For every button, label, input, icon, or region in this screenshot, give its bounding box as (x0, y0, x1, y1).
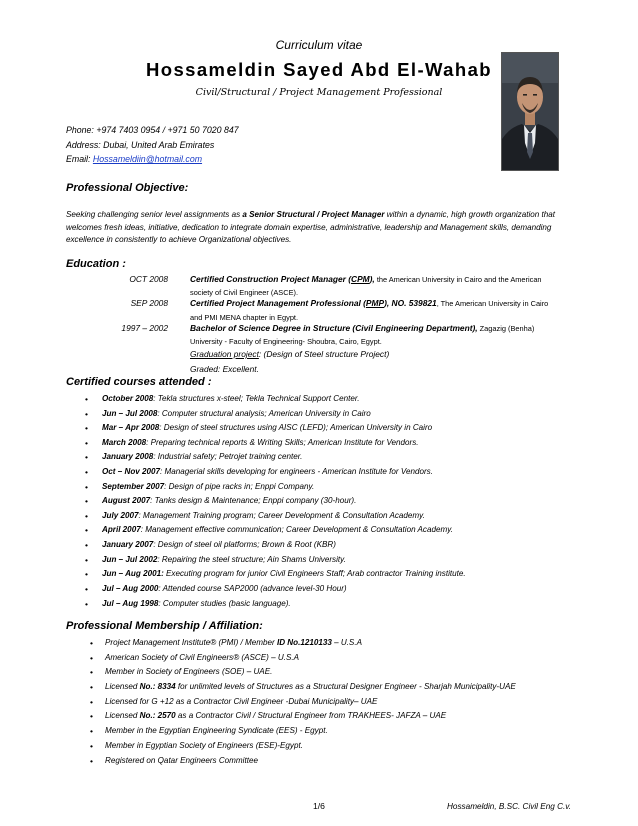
graduation-grade: Graded: Excellent. (190, 364, 259, 374)
course-date: January 2007 (102, 540, 154, 550)
education-institution: , The American University in Cairo (436, 299, 549, 308)
education-heading: Education : (66, 258, 126, 270)
education-institution: the American University in Cairo and the American (374, 275, 542, 284)
list-item (82, 421, 466, 436)
membership-text: American Society of Civil Engineers® (ASCE) – U.S.A (105, 652, 299, 662)
objective-heading: Professional Objective: (66, 182, 189, 194)
objective-text (66, 209, 576, 247)
education-entry (190, 297, 578, 311)
contact-email-row (66, 154, 202, 164)
membership-text: Member in Egyptian Society of Engineers (ESE)-Egypt. (105, 740, 303, 750)
list-item (82, 509, 466, 524)
education-institution-line2: society of Civil Engineer (ASCE). (190, 288, 299, 297)
course-date: Mar – Apr 2008 (102, 423, 160, 433)
candidate-name: Hossameldin Sayed Abd El-Wahab (146, 59, 492, 80)
course-date: October 2008 (102, 394, 154, 403)
course-date: July 2007 (102, 510, 139, 520)
membership-text: Project Management Institute® (PMI) / Member (105, 638, 277, 647)
course-text: Executing program for junior Civil Engineers Staff; Arab contractor Training institute. (163, 569, 466, 579)
course-date: April 2007 (102, 525, 141, 535)
list-item (88, 754, 516, 769)
course-text: : Computer structural analysis; American University in Cairo (157, 408, 371, 418)
document-label: Curriculum vitae (275, 38, 363, 52)
education-title: Certified Project Management Professional ( (190, 298, 366, 308)
membership-text: Licensed for G +12 as a Contractor Civil Engineer -Dubai Municipality– UAE (105, 696, 378, 706)
education-institution-line2: and PMI MENA chapter in Egypt. (190, 313, 299, 322)
contact-phone: Phone: +974 7403 0954 / +971 50 7020 847 (66, 125, 239, 135)
education-date: SEP 2008 (130, 298, 168, 308)
membership-text: Member in the Egyptian Engineering Syndicate (EES) - Egypt. (105, 726, 328, 736)
list-item (88, 695, 516, 710)
objective-text-post: within a dynamic, high growth organization that welcomes fresh ideas, initiative, dedication to integrate domain expertise, administrative, leadership and Management skills, demanding excellence in consistently to achieve Organizational objectives. (66, 210, 556, 245)
list-item (88, 665, 516, 680)
list-item (82, 538, 466, 553)
list-item (82, 553, 466, 568)
list-item (82, 582, 466, 597)
education-title: Certified Construction Project Manager ( (190, 274, 352, 284)
membership-text: Registered on Qatar Engineers Committee (105, 755, 258, 765)
membership-id: ID No.1210133 (276, 638, 332, 647)
graduation-project (190, 349, 389, 359)
list-item (88, 680, 516, 695)
membership-text: Licensed (105, 682, 140, 692)
course-text: : Computer studies (basic language). (158, 598, 291, 608)
course-text: : Design of steel structures using AISC (LEFD); American University in Cairo (159, 423, 433, 433)
membership-text-end: – U.S.A (331, 638, 362, 647)
course-text: : Attended course SAP2000 (advance level-30 Hour) (158, 583, 347, 593)
list-item (82, 465, 466, 480)
list-item (88, 739, 516, 754)
course-text: : Tanks design & Maintenance; Enppi company (30-hour). (150, 496, 357, 506)
list-item (82, 597, 466, 612)
course-text: : Tekla structures x-steel; Tekla Technical Support Center. (153, 394, 360, 403)
graduation-project-text: : (Design of Steel structure Project) (258, 349, 390, 359)
list-item (88, 709, 516, 724)
courses-list (82, 392, 466, 611)
objective-text-role: a Senior Structural / Project Manager (242, 210, 385, 219)
portrait-photo (501, 52, 559, 171)
course-date: Jun – Jul 2008 (102, 408, 158, 418)
course-text: : Managerial skills developing for engineers - American Institute for Vendors. (160, 467, 433, 477)
course-text: : Design of pipe racks in; Enppi Company. (164, 481, 315, 491)
list-item (82, 450, 466, 465)
education-institution-line2: University - Faculty of Engineering- Shoubra, Cairo, Egypt. (190, 337, 382, 346)
course-date: January 2008 (102, 452, 154, 462)
education-title: Bachelor of Science Degree in Structure (Civil Engineering Department), (190, 323, 478, 333)
education-title-abbr: CPM (351, 274, 370, 284)
course-date: Oct – Nov 2007 (102, 467, 161, 477)
course-date: Jun – Jul 2002 (102, 554, 158, 564)
list-item (82, 480, 466, 495)
graduation-project-label: Graduation project (190, 349, 259, 359)
list-item (82, 523, 466, 538)
education-entry (190, 273, 578, 287)
education-date: 1997 – 2002 (121, 323, 168, 333)
list-item (82, 494, 466, 509)
education-institution: Zagazig (Benha) (477, 324, 535, 333)
list-item (88, 636, 516, 651)
membership-id: No.: 8334 (139, 682, 176, 692)
objective-text-pre: Seeking challenging senior level assignments as (66, 210, 243, 219)
list-item (88, 724, 516, 739)
course-text: : Industrial safety; Petrojet training center. (153, 452, 303, 462)
membership-text: Licensed (105, 711, 140, 721)
course-date: Jun – Aug 2001: (102, 569, 164, 579)
course-date: Jul – Aug 1998 (102, 598, 159, 608)
education-title-end: ), NO. 539821 (384, 298, 437, 308)
education-date: OCT 2008 (129, 274, 168, 284)
list-item (82, 392, 466, 407)
education-title-abbr: PMP (365, 298, 385, 308)
list-item (88, 651, 516, 666)
course-text: : Repairing the steel structure; Ain Shams University. (157, 554, 346, 564)
membership-list (88, 636, 516, 768)
candidate-subtitle: Civil/Structural / Project Management Professional (195, 87, 443, 98)
list-item (82, 436, 466, 451)
contact-email-label: Email: (66, 154, 93, 164)
membership-text-end: as a Contractor Civil / Structural Engineer from TRAKHEES- JAFZA – UAE (175, 711, 447, 721)
courses-heading: Certified courses attended : (66, 376, 212, 388)
education-entry (190, 322, 578, 336)
course-text: : Management effective communication; Career Development & Consultation Academy. (140, 525, 453, 535)
course-text: : Management Training program; Career Development & Consultation Academy. (138, 510, 425, 520)
membership-text-end: for unlimited levels of Structures as a Structural Designer Engineer - Sharjah Municipality-UAE (175, 682, 516, 692)
contact-address: Address: Dubai, United Arab Emirates (66, 140, 215, 150)
course-date: September 2007 (102, 481, 165, 491)
course-text: : Preparing technical reports & Writing Skills; American Institute for Vendors. (146, 437, 419, 447)
portrait-photo-icon (502, 53, 558, 170)
list-item (82, 407, 466, 422)
membership-heading: Professional Membership / Affiliation: (66, 620, 263, 632)
education-title-end: ), (369, 274, 375, 284)
membership-id: No.: 2570 (139, 711, 176, 721)
membership-text: Member in Society of Engineers (SOE) – UAE. (105, 667, 273, 677)
course-date: August 2007 (102, 496, 151, 506)
footer-name: Hossameldin, B.SC. Civil Eng C.v. (447, 802, 572, 811)
list-item (82, 567, 466, 582)
contact-email-link[interactable]: Hossameldiin@hotmail.com (92, 154, 203, 164)
course-text: : Design of steel oil platforms; Brown & Root (KBR) (153, 540, 336, 550)
page-number: 1/6 (313, 801, 325, 811)
course-date: Jul – Aug 2000 (102, 583, 159, 593)
course-date: March 2008 (102, 437, 147, 447)
